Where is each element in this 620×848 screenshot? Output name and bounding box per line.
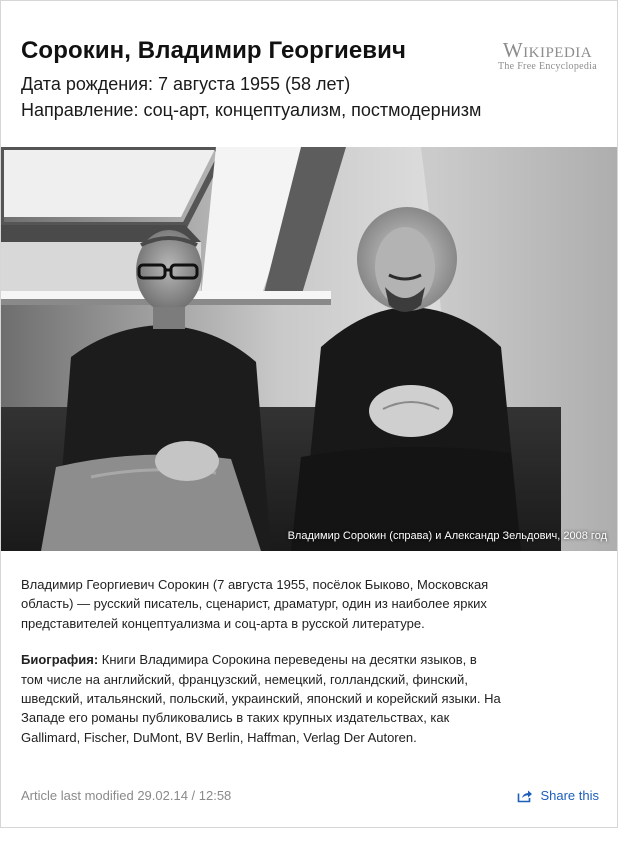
biography-label: Биография: xyxy=(21,652,99,668)
page-title: Сорокин, Владимир Георгиевич xyxy=(21,37,407,64)
biography-text: Книги Владимира Сорокина переведены на десятки языков, в том числе на английский, французский, немецкий, голландский, финский, шведский, итальянский, польский, украинский, японский и корейский языки. На Западе его романы публиковались в таких крупных издательствах, как Gallimard, Fischer, DuMont, BV Berlin, Haffman, Verlag Der Autoren. xyxy=(21,652,501,745)
photo-caption: Владимир Сорокин (справа) и Александр Зельдович, 2008 год xyxy=(287,530,607,542)
birth-date: Дата рождения: 7 августа 1955 (58 лет) xyxy=(21,74,351,94)
art-direction: Направление: соц-арт, концептуализм, постмодернизм xyxy=(21,100,482,120)
photo-illustration xyxy=(1,147,618,551)
card-header xyxy=(1,1,617,147)
wikipedia-logo-tagline: The Free Encyclopedia xyxy=(497,61,597,72)
share-icon xyxy=(517,789,533,803)
article-intro: Владимир Георгиевич Сорокин (7 августа 1955, посёлок Быково, Московская область) — русский писатель, сценарист, драматург, один из наиболее ярких представителей концептуализма и соц-арта в русской литературе. xyxy=(21,577,489,631)
share-button[interactable] xyxy=(517,788,599,803)
article-photo xyxy=(1,147,618,551)
share-label: Share this xyxy=(540,788,599,803)
wikipedia-logo-name: Wikipedia xyxy=(502,38,593,62)
wikipedia-logo[interactable] xyxy=(498,39,597,72)
article-body xyxy=(21,575,501,747)
biography-paragraph xyxy=(21,650,501,747)
last-modified: Article last modified 29.02.14 / 12:58 xyxy=(21,788,232,803)
